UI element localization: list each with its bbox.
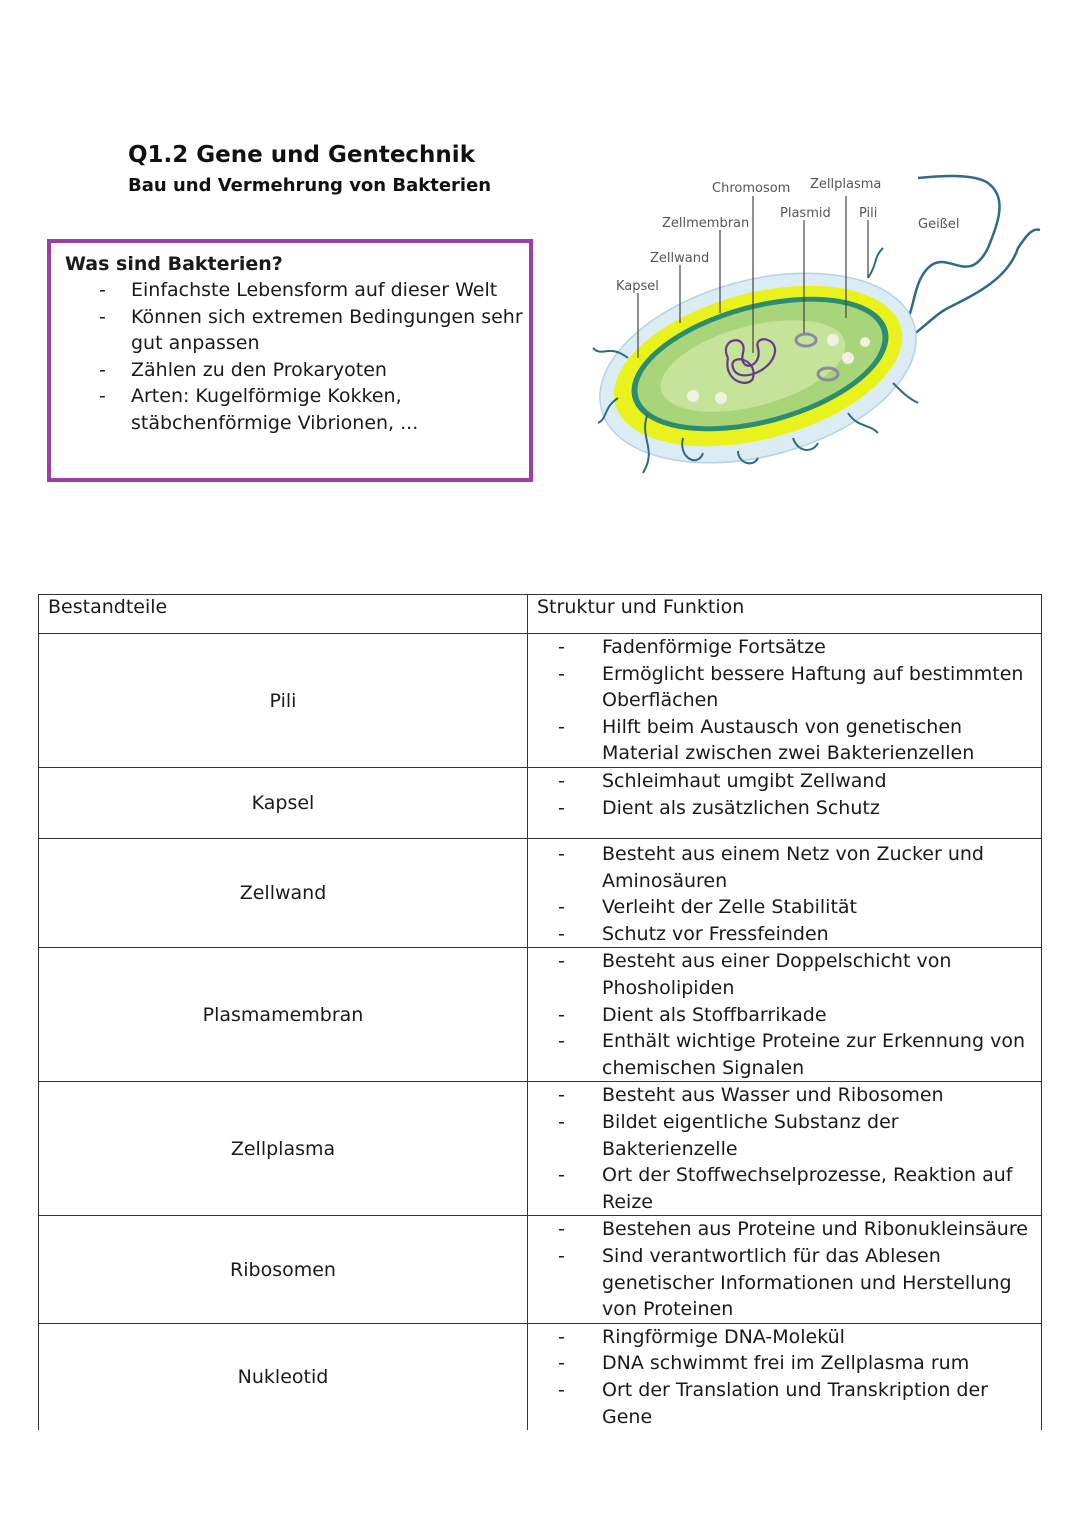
label-zellmembran: Zellmembran: [662, 216, 750, 231]
list-item: - Hilft beim Austausch von genetischen Material zwischen zwei Bakterienzellen: [558, 715, 975, 765]
component-name: Pili: [39, 634, 528, 768]
component-name: Zellplasma: [39, 1082, 528, 1216]
column-header: Bestandteile: [39, 595, 528, 634]
table-row: [39, 634, 1042, 768]
label-geissel: Geißel: [918, 217, 960, 232]
info-box-title: Was sind Bakterien?: [65, 253, 283, 275]
list-item: - Einfachste Lebensform auf dieser Welt: [99, 279, 498, 301]
table-row: [39, 1082, 1042, 1216]
list-item: - Können sich extremen Bedingungen sehr gut anpassen: [99, 305, 523, 354]
label-pili: Pili: [859, 206, 878, 221]
component-description: [528, 948, 1042, 1082]
list-item: - Schleimhaut umgibt Zellwand: [558, 770, 887, 792]
list-item: - Dient als zusätzlichen Schutz: [558, 796, 880, 819]
list-item: - Fadenförmige Fortsätze: [558, 636, 826, 658]
list-item: - Arten: Kugelförmige Kokken, stäbchenförmige Vibrionen, ...: [99, 385, 419, 434]
label-plasmid: Plasmid: [780, 206, 831, 221]
table-row: [39, 948, 1042, 1082]
component-name: Zellwand: [39, 839, 528, 948]
list-item: - Schutz vor Fressfeinden: [558, 922, 829, 945]
label-zellwand: Zellwand: [650, 251, 710, 266]
info-box: [47, 239, 533, 482]
bacterium-diagram: [588, 168, 1058, 498]
table-row: [39, 1216, 1042, 1323]
component-name: Kapsel: [39, 768, 528, 839]
list-item: - Besteht aus Wasser und Ribosomen: [558, 1084, 944, 1107]
component-name: Plasmamembran: [39, 948, 528, 1082]
list-item: - Besteht aus einer Doppelschicht von Phosholipiden: [558, 950, 952, 999]
info-list: [65, 277, 529, 436]
list-item: - Bildet eigentliche Substanz der Bakterienzelle: [558, 1110, 899, 1160]
component-name: Ribosomen: [39, 1216, 528, 1323]
label-zellplasma: Zellplasma: [810, 177, 882, 192]
table-row: [39, 768, 1042, 839]
list-item: - Dient als Stoffbarrikade: [558, 1003, 827, 1026]
list-item: - Enthält wichtige Proteine zur Erkennung von chemischen Signalen: [558, 1030, 1025, 1079]
component-name: Nukleotid: [39, 1323, 528, 1430]
list-item: - Besteht aus einem Netz von Zucker und Aminosäuren: [558, 843, 984, 892]
list-item: - Ort der Translation und Transkription der Gene: [558, 1378, 988, 1428]
list-item: - Bestehen aus Proteine und Ribonukleinsäure: [558, 1218, 1028, 1241]
page-title: Q1.2 Gene und Gentechnik: [128, 142, 475, 168]
list-item: - Zählen zu den Prokaryoten: [99, 358, 387, 381]
label-chromosom: Chromosom: [712, 181, 791, 196]
component-description: [528, 768, 1042, 839]
table-row: [39, 839, 1042, 948]
component-description: [528, 1323, 1042, 1430]
component-description: [528, 1216, 1042, 1323]
list-item: - DNA schwimmt frei im Zellplasma rum: [558, 1352, 970, 1375]
table-row: [39, 1323, 1042, 1430]
label-kapsel: Kapsel: [616, 279, 659, 294]
component-description: [528, 634, 1042, 768]
component-description: [528, 1082, 1042, 1216]
page-subtitle: Bau und Vermehrung von Bakterien: [128, 175, 492, 196]
components-table: [38, 594, 1042, 1430]
component-description: [528, 839, 1042, 948]
column-header: Struktur und Funktion: [528, 595, 1042, 634]
list-item: - Verleiht der Zelle Stabilität: [558, 896, 857, 919]
table-header-row: [39, 595, 1042, 634]
list-item: - Sind verantwortlich für das Ablesen genetischer Informationen und Herstellung von Proteinen: [558, 1244, 1012, 1321]
list-item: - Ort der Stoffwechselprozesse, Reaktion auf Reize: [558, 1164, 1013, 1213]
list-item: - Ringförmige DNA-Molekül: [558, 1325, 845, 1348]
list-item: - Ermöglicht bessere Haftung auf bestimmten Oberflächen: [558, 662, 1024, 712]
